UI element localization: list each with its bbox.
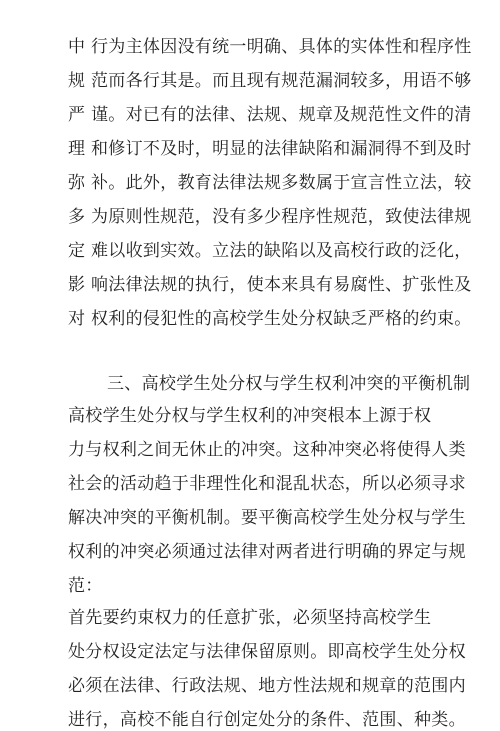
paragraph-2-line-3: 社会的活动趋于非理性化和混乱状态，所以必须寻求 (68, 474, 466, 494)
section-heading: 三、高校学生处分权与学生权利冲突的平衡机制 (107, 374, 471, 394)
paragraph-1-line-9: 对 权利的侵犯性的高校学生处分权缺乏严格的约束。 (68, 309, 472, 329)
paragraph-1-line-3: 严 谨。对已有的法律、法规、规章及规范性文件的清 (68, 105, 472, 125)
paragraph-3-line-1: 首先要约束权力的任意扩张，必须坚持高校学生 (68, 608, 432, 628)
paragraph-1-line-5: 弥 补。此外，教育法律法规多数属于宣言性立法，较 (68, 173, 472, 193)
paragraph-1-line-2: 规 范而各行其是。而且现有规范漏洞较多，用语不够 (68, 71, 472, 91)
paragraph-3-line-2: 处分权设定法定与法律保留原则。即高校学生处分权 (68, 642, 466, 662)
paragraph-2-line-2: 力与权利之间无休止的冲突。这种冲突必将使得人类 (68, 440, 466, 460)
paragraph-1-line-7: 定 难以收到实效。立法的缺陷以及高校行政的泛化， (68, 241, 472, 261)
paragraph-2-line-4: 解决冲突的平衡机制。要平衡高校学生处分权与学生 (68, 508, 466, 528)
paragraph-3-line-3: 必须在法律、行政法规、地方性法规和规章的范围内 (68, 676, 466, 696)
paragraph-2-line-6: 范： (68, 576, 103, 596)
paragraph-3-line-4: 进行，高校不能自行创定处分的条件、范围、种类。 (68, 710, 466, 730)
paragraph-1-line-1: 中 行为主体因没有统一明确、具体的实体性和程序性 (68, 37, 472, 57)
paragraph-1-line-8: 影 响法律法规的执行，使本来具有易腐性、扩张性及 (68, 275, 472, 295)
paragraph-2-line-1: 高校学生处分权与学生权利的冲突根本上源于权 (68, 406, 432, 426)
paragraph-1-line-4: 理 和修订不及时，明显的法律缺陷和漏洞得不到及时 (68, 139, 472, 159)
paragraph-1-line-6: 多 为原则性规范，没有多少程序性规范，致使法律规 (68, 207, 472, 227)
paragraph-2-line-5: 权利的冲突必须通过法律对两者进行明确的界定与规 (68, 542, 466, 562)
